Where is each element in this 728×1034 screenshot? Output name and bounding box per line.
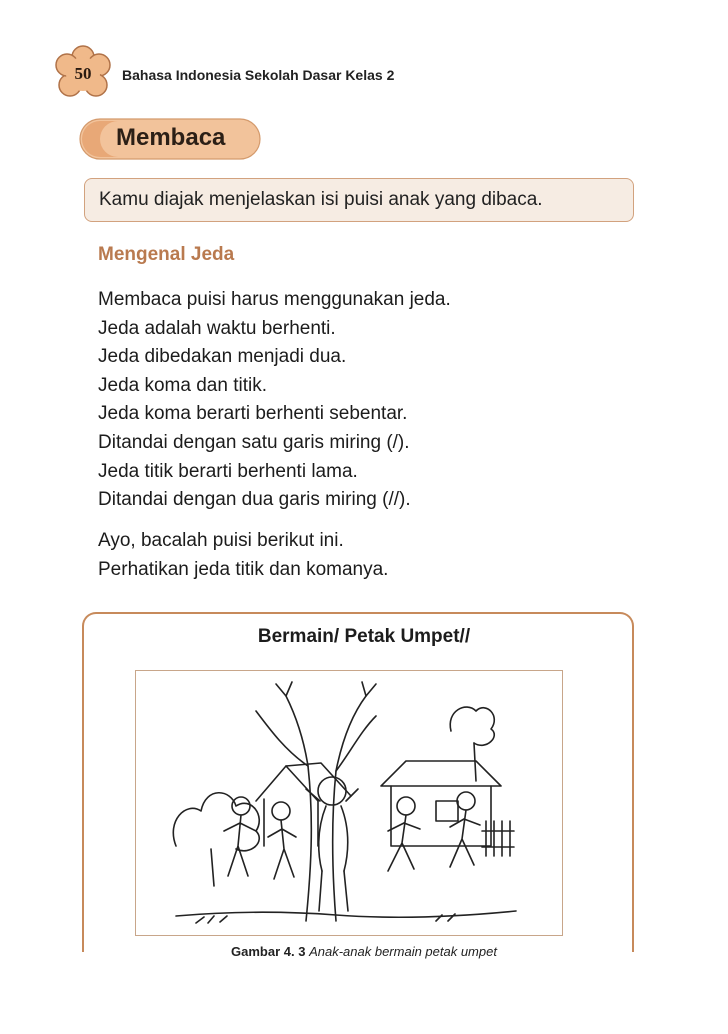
objective-text: Kamu diajak menjelaskan isi puisi anak yang dibaca. (99, 189, 543, 210)
poem-title: Bermain/ Petak Umpet// (257, 626, 471, 647)
figure-label: Gambar 4. 3 (231, 944, 306, 959)
instruction-line: Perhatikan jeda titik dan komanya. (98, 558, 389, 580)
explanation-line: Jeda koma berarti berhenti sebentar. (98, 403, 408, 425)
explanation-line: Jeda titik berarti berhenti lama. (98, 460, 358, 482)
illustration-children-playing (135, 670, 563, 936)
instruction-line: Ayo, bacalah puisi berikut ini. (98, 530, 344, 551)
explanation-text (98, 286, 451, 515)
explanation-line: Ditandai dengan satu garis miring (/). (98, 431, 410, 453)
book-title: Bahasa Indonesia Sekolah Dasar Kelas 2 (122, 67, 395, 83)
hide-and-seek-drawing (136, 671, 562, 935)
section-title: Membaca (116, 124, 226, 151)
explanation-line: Jeda dibedakan menjadi dua. (98, 346, 347, 368)
section-tab (78, 117, 262, 161)
figure-caption (0, 944, 728, 959)
page-number-badge (54, 45, 112, 103)
subheading: Mengenal Jeda (98, 244, 235, 265)
explanation-line: Ditandai dengan dua garis miring (//). (98, 489, 411, 511)
explanation-line: Membaca puisi harus menggunakan jeda. (98, 289, 451, 310)
explanation-line: Jeda koma dan titik. (98, 374, 267, 396)
figure-description: Anak-anak bermain petak umpet (309, 944, 497, 959)
page-number: 50 (74, 64, 92, 83)
explanation-line: Jeda adalah waktu berhenti. (98, 317, 336, 339)
instruction-text (98, 527, 388, 584)
objective-box (84, 178, 634, 222)
